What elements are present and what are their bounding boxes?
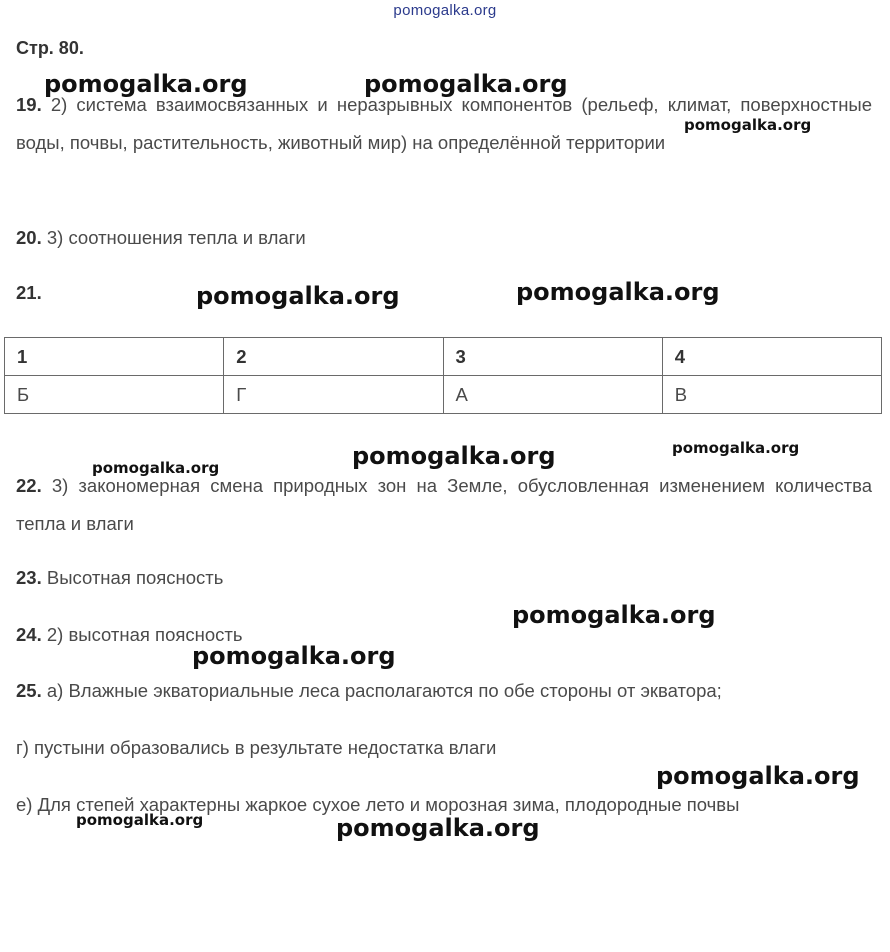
answer-20 xyxy=(16,219,872,257)
answer-21-number: 21. xyxy=(16,282,42,303)
watermark: pomogalka.org xyxy=(512,601,716,629)
watermark: pomogalka.org xyxy=(516,278,720,306)
answer-25-line-g: г) пустыни образовались в результате недостатка влаги xyxy=(16,737,497,758)
table-header-cell: 1 xyxy=(5,338,224,376)
table-cell: В xyxy=(662,376,881,414)
watermark: pomogalka.org xyxy=(364,70,568,98)
watermark: pomogalka.org xyxy=(352,442,556,470)
site-header-link[interactable]: pomogalka.org xyxy=(393,2,497,19)
answer-23-number: 23. xyxy=(16,567,42,588)
answer-23-text: Высотная поясность xyxy=(41,567,224,588)
table-header-cell: 4 xyxy=(662,338,881,376)
answer-25-line-a xyxy=(16,672,872,710)
table-header-row xyxy=(5,338,882,376)
watermark: pomogalka.org xyxy=(192,642,396,670)
table-header-cell: 2 xyxy=(224,338,443,376)
table-row xyxy=(5,376,882,414)
table-cell: Б xyxy=(5,376,224,414)
answer-23 xyxy=(16,559,872,597)
watermark: pomogalka.org xyxy=(672,439,800,457)
answer-25-text-a: а) Влажные экваториальные леса располагаются по обе стороны от экватора; xyxy=(41,680,722,701)
answer-24-text: 2) высотная поясность xyxy=(41,624,243,645)
watermark: pomogalka.org xyxy=(76,811,204,829)
answer-19-number: 19. xyxy=(16,94,42,115)
answer-22-text: 3) закономерная смена природных зон на Земле, обусловленная изменением количества тепла и влаги xyxy=(16,475,872,534)
answer-22 xyxy=(16,467,872,543)
table-header-cell: 3 xyxy=(443,338,662,376)
watermark: pomogalka.org xyxy=(44,70,248,98)
answer-20-number: 20. xyxy=(16,227,42,248)
watermark: pomogalka.org xyxy=(656,762,860,790)
page-number: Стр. 80. xyxy=(16,38,84,58)
answer-24 xyxy=(16,616,872,654)
answer-25-number: 25. xyxy=(16,680,42,701)
watermark: pomogalka.org xyxy=(336,814,540,842)
answer-21 xyxy=(16,274,872,312)
answer-22-number: 22. xyxy=(16,475,42,496)
table-cell: А xyxy=(443,376,662,414)
answer-19-text: 2) система взаимосвязанных и неразрывных компонентов (рельеф, климат, поверхностные воды, почвы, растительность, животный мир) на определённой территории xyxy=(16,94,872,153)
table-cell: Г xyxy=(224,376,443,414)
answer-24-number: 24. xyxy=(16,624,42,645)
watermark: pomogalka.org xyxy=(196,282,400,310)
answer-20-text: 3) соотношения тепла и влаги xyxy=(41,227,306,248)
answer-25-line-e: е) Для степей характерны жаркое сухое лето и морозная зима, плодородные почвы xyxy=(16,794,740,815)
answer-21-table xyxy=(4,337,882,414)
watermark: pomogalka.org xyxy=(92,459,220,477)
watermark: pomogalka.org xyxy=(684,116,812,134)
